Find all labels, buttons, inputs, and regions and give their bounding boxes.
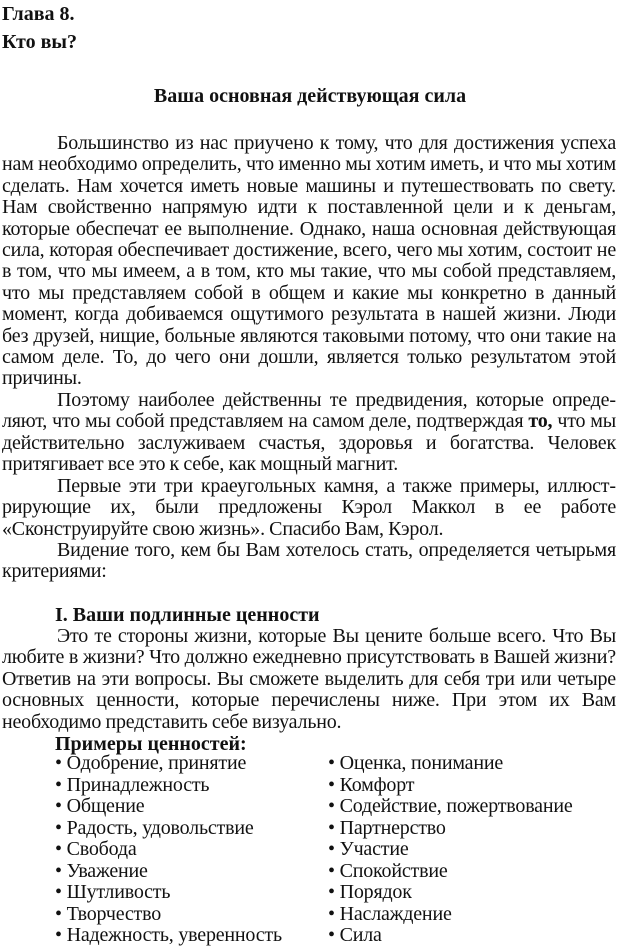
chapter-title: Кто вы? xyxy=(2,31,77,53)
list-item: • Творчество xyxy=(55,904,325,926)
list-item: • Партнерство xyxy=(328,818,618,840)
list-item: • Принадлежность xyxy=(55,775,325,797)
paragraph-values: Это те стороны жизни, которые Вы цените больше всего. Что Вы любите в жизни? Что должно ежедневно присутствовать в Вашей жизни? Ответив на эти вопросы. Вы сможете выделить для себя три или четыре основных ценности, которые перечислены ниже. При этом их Вам необходимо представить себе визуально. xyxy=(2,625,616,733)
list-item: • Общение xyxy=(55,796,325,818)
paragraph-main-force: Большинство из нас приучено к тому, что для достижения успеха нам необходимо определить, что именно мы хотим иметь, и что мы хотим сделать. Нам хочется иметь новые машины и путешествовать по свету. Нам свойственно напрямую идти к поставленной цели и к деньгам, которые обеспечат ее выполнение. Однако, наша основная действующая сила, которая обеспечивает достижение, всего, чего мы хотим, состоит не в том, что мы имеем, а в том, кто мы такие, что мы собой представляем, что мы представляем собой в общем и какие мы конкретно в данный момент, когда добиваемся ощутимого результата в нашей жизни. Люди без друзей, нищие, больные являются таковыми потому, что они такие на самом деле. То, до чего они дошли, является только результатом этой причины. xyxy=(2,132,616,390)
examples-heading: Примеры ценностей: xyxy=(55,733,247,755)
paragraph-visions xyxy=(2,390,616,476)
list-item: • Одобрение, принятие xyxy=(55,753,325,775)
list-item: • Надежность, уверенность xyxy=(55,925,325,947)
list-item: • Радость, удовольствие xyxy=(55,818,325,840)
subheading-true-values: I. Ваши подлинные ценности xyxy=(55,604,320,626)
list-item: • Свобода xyxy=(55,839,325,861)
list-item: • Оценка, понимание xyxy=(328,753,618,775)
paragraph-visions-bold: то, xyxy=(528,410,553,433)
list-item: • Сила xyxy=(328,925,618,947)
paragraph-visions-start: Поэтому наиболее действенны те предвидения, которые определяют, что мы собой представляем на самом деле, подтверждая xyxy=(2,389,616,433)
section-title: Ваша основная действующая сила xyxy=(153,85,467,107)
paragraph-cornerstones: Первые эти три краеугольных камня, а также примеры, иллюстрирующие их, были предложены Кэрол Маккол в ее работе «Сконструируйте свою жизнь». Спасибо Вам, Кэрол. xyxy=(2,475,616,540)
list-item: • Спокойствие xyxy=(328,861,618,883)
list-item: • Уважение xyxy=(55,861,325,883)
chapter-number: Глава 8. xyxy=(2,3,75,25)
list-item: • Шутливость xyxy=(55,882,325,904)
values-list-left xyxy=(55,753,325,947)
list-item: • Содействие, пожертвование xyxy=(328,796,618,818)
values-list-right xyxy=(328,753,618,947)
paragraph-criteria: Видение того, кем бы Вам хотелось стать, определяется четырьмя критериями: xyxy=(2,539,616,583)
list-item: • Порядок xyxy=(328,882,618,904)
paragraph-visions-end: что мы действительно заслуживаем счастья, здоровья и богатства. Человек притягивает все это к себе, как мощный магнит. xyxy=(2,410,616,476)
list-item: • Участие xyxy=(328,839,618,861)
list-item: • Комфорт xyxy=(328,775,618,797)
list-item: • Наслаждение xyxy=(328,904,618,926)
